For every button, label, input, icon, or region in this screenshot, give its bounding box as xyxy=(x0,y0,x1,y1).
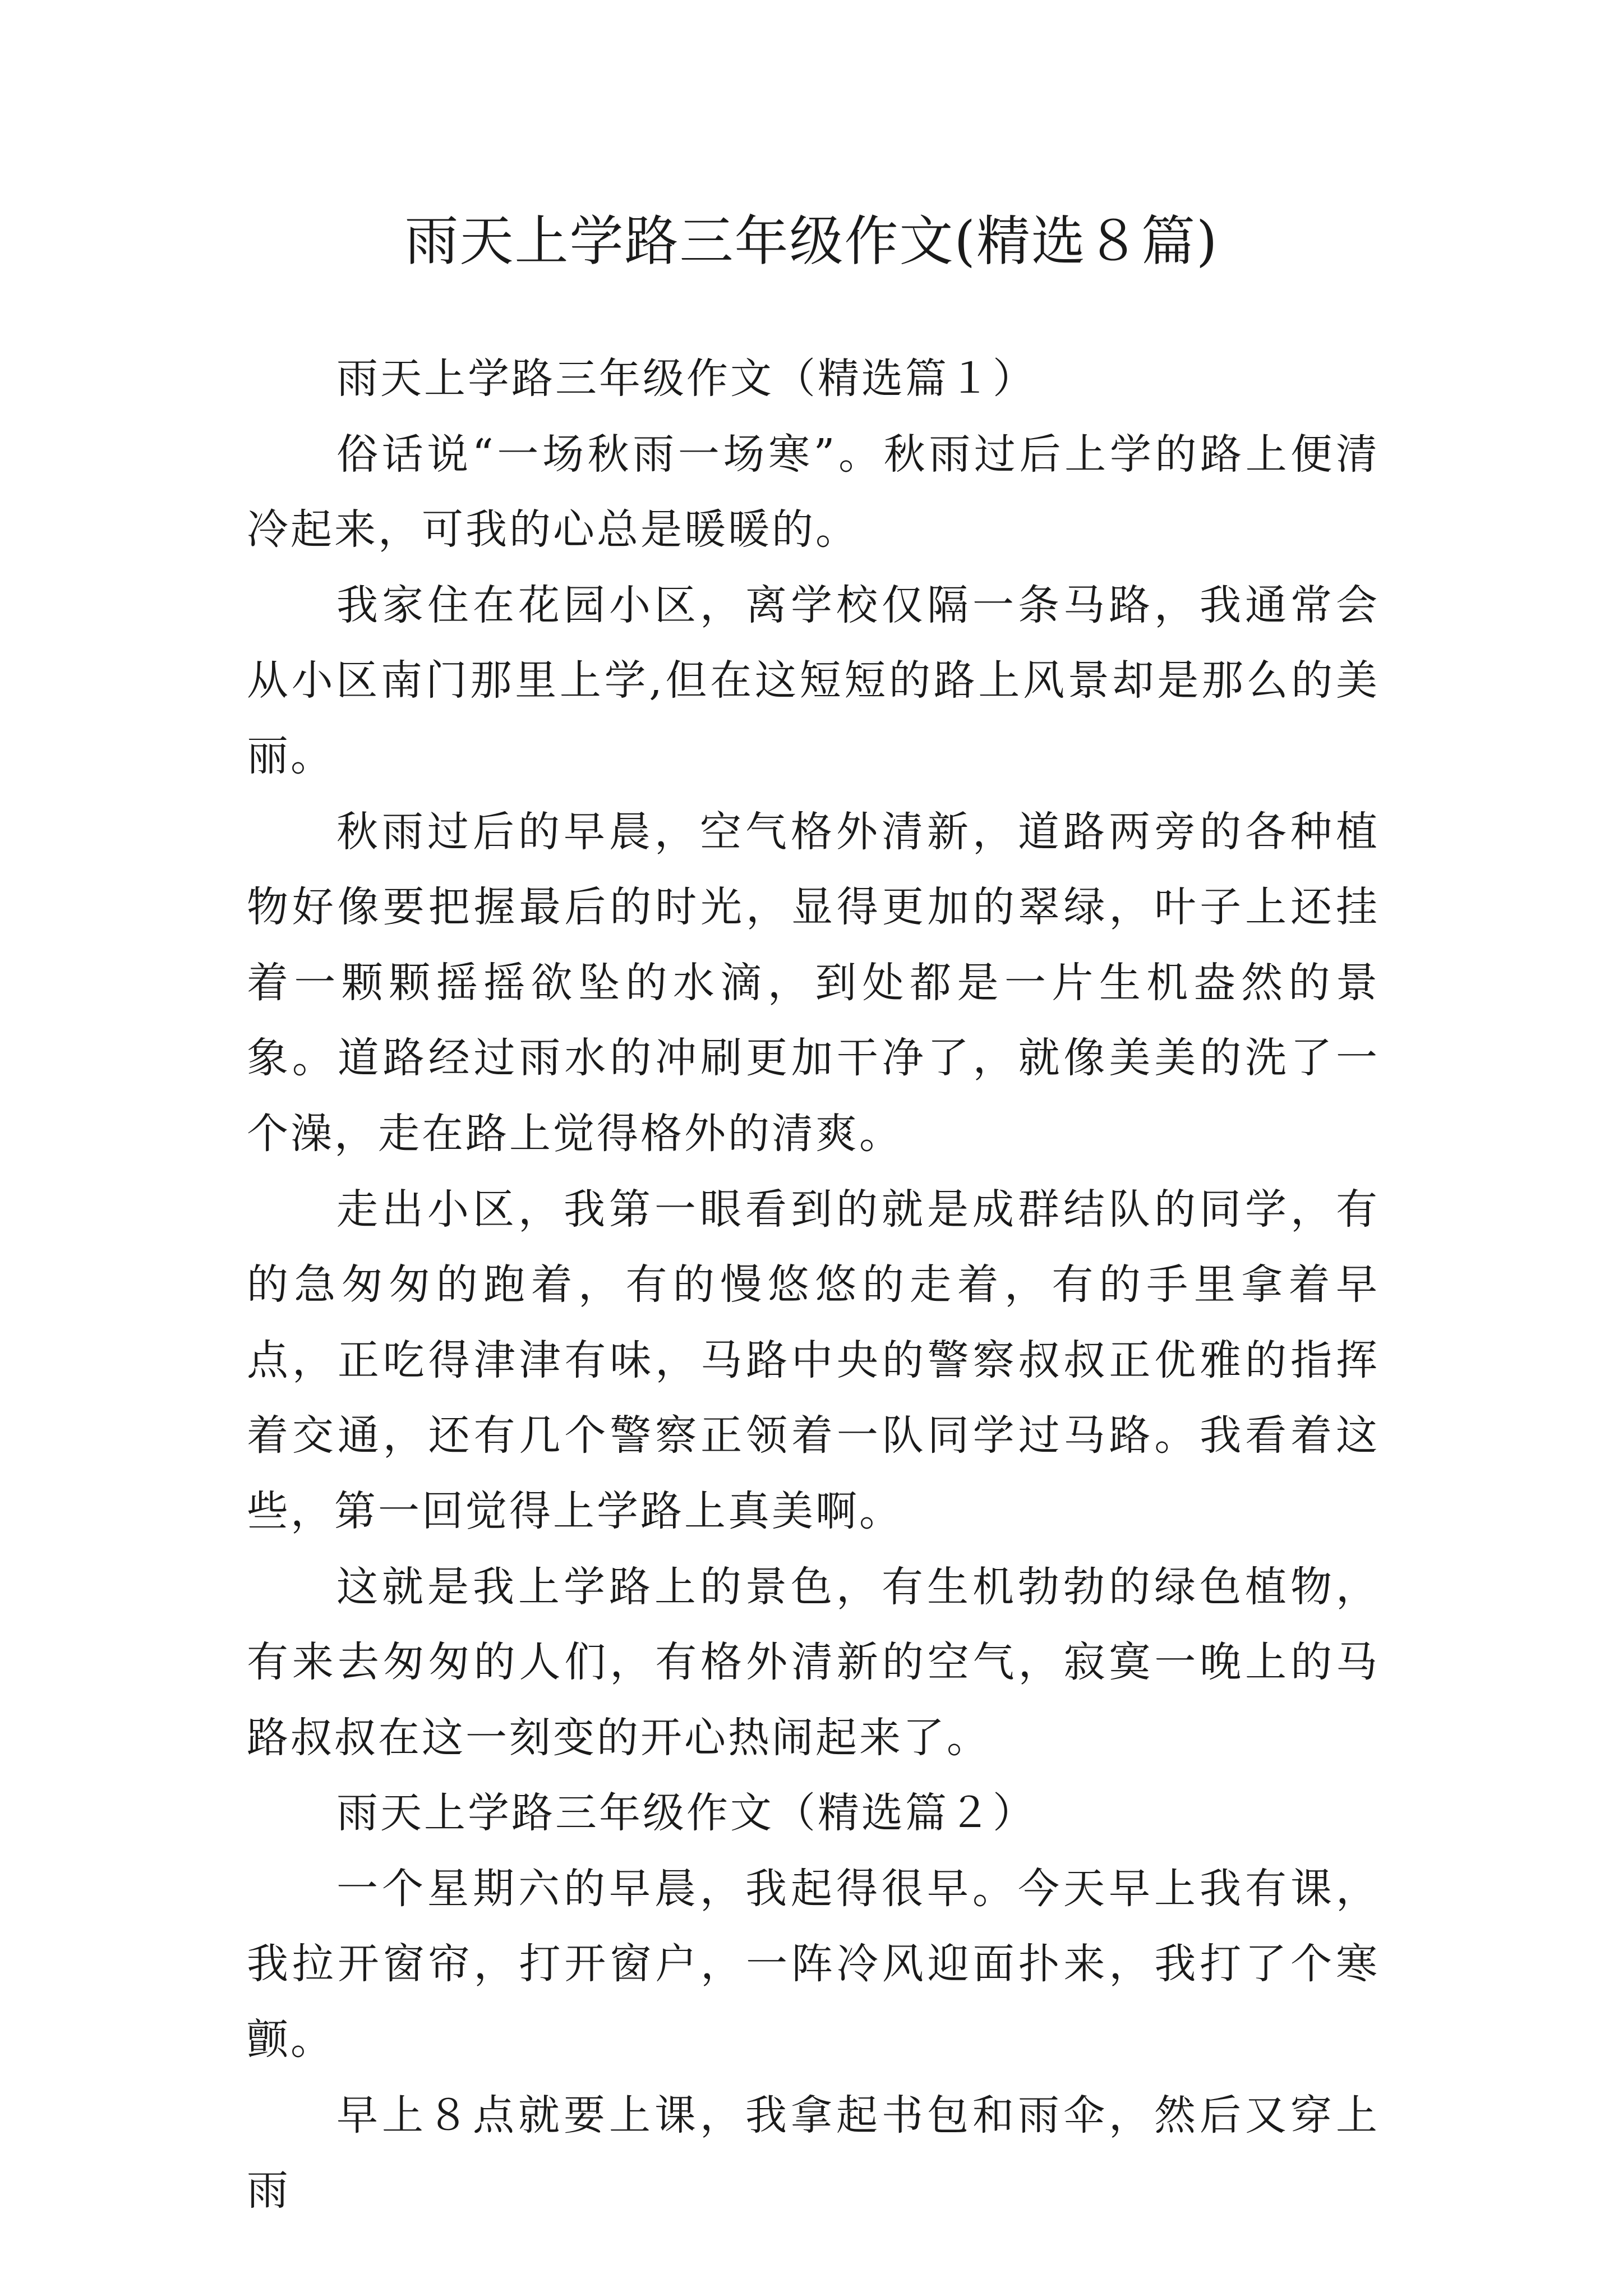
document-body xyxy=(247,341,1380,2229)
paragraph: 早上８点就要上课，我拿起书包和雨伞，然后又穿上雨 xyxy=(247,2091,1380,2215)
paragraph: 走出小区，我第一眼看到的就是成群结队的同学，有的急匆匆的跑着，有的慢悠悠的走着，有的手里拿着早点，正吃得津津有味，马路中央的警察叔叔正优雅的指挥着交通，还有几个警察正领着一队同学过马路。我看着这些，第一回觉得上学路上真美啊。 xyxy=(247,1185,1380,1535)
document-title: 雨天上学路三年级作文(精选８篇) xyxy=(404,210,1219,273)
section-heading-1: 雨天上学路三年级作文（精选篇１） xyxy=(336,355,1036,403)
paragraph: 我家住在花园小区，离学校仅隔一条马路，我通常会从小区南门那里上学,但在这短短的路上风景却是那么的美丽。 xyxy=(247,581,1380,780)
paragraph: 秋雨过后的早晨，空气格外清新，道路两旁的各种植物好像要把握最后的时光，显得更加的翠绿，叶子上还挂着一颗颗摇摇欲坠的水滴，到处都是一片生机盎然的景象。道路经过雨水的冲刷更加干净了，就像美美的洗了一个澡，走在路上觉得格外的清爽。 xyxy=(247,807,1380,1158)
section-heading-2: 雨天上学路三年级作文（精选篇２） xyxy=(336,1789,1036,1838)
paragraph: 俗话说“一场秋雨一场寒”。秋雨过后上学的路上便清冷起来，可我的心总是暖暖的。 xyxy=(247,430,1380,554)
paragraph: 一个星期六的早晨，我起得很早。今天早上我有课，我拉开窗帘，打开窗户，一阵冷风迎面扑来，我打了个寒颤。 xyxy=(247,1864,1380,2064)
paragraph: 这就是我上学路上的景色，有生机勃勃的绿色植物，有来去匆匆的人们，有格外清新的空气，寂寞一晚上的马路叔叔在这一刻变的开心热闹起来了。 xyxy=(247,1562,1380,1762)
